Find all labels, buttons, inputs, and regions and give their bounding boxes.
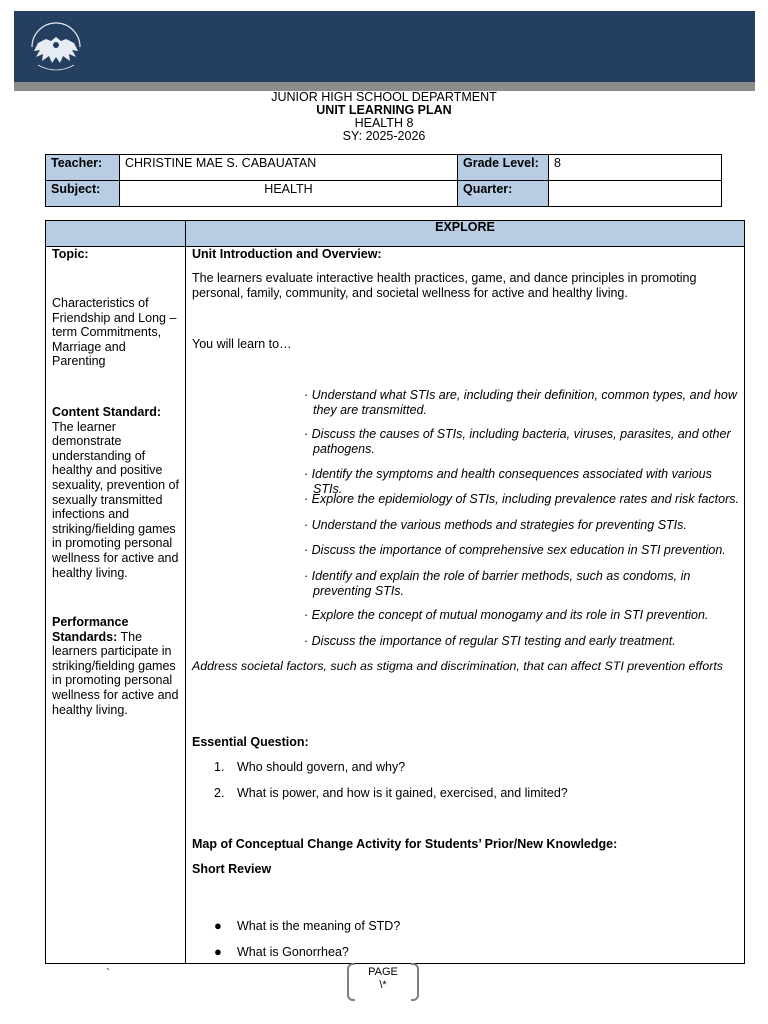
topic-label: Topic:	[52, 247, 89, 261]
item-text: Who should govern, and why?	[237, 760, 406, 774]
learn-bullet: ·	[304, 427, 309, 441]
content-standard	[52, 405, 180, 580]
learn-bullet: ·	[304, 608, 309, 622]
essential-question-item	[214, 786, 568, 801]
learn-item	[291, 569, 741, 598]
bullet-dot: ●	[214, 944, 222, 959]
essential-question-item	[214, 760, 405, 775]
learn-item-text: Discuss the importance of comprehensive sex education in STI prevention.	[311, 543, 726, 557]
learn-bullet: ·	[304, 467, 309, 481]
school-logo	[24, 17, 88, 77]
learn-bullet: ·	[304, 518, 309, 532]
page-number	[347, 966, 419, 992]
quarter-value	[549, 181, 722, 207]
learn-item	[291, 518, 741, 533]
performance-label-line1: Performance	[52, 615, 129, 629]
performance-standards	[52, 615, 180, 717]
stray-mark: `	[106, 966, 110, 980]
learn-item-text: Explore the concept of mutual monogamy and its role in STI prevention.	[311, 608, 709, 622]
grade-level-label: Grade Level:	[458, 155, 549, 181]
explore-header: EXPLORE	[435, 220, 495, 234]
subject-label: Subject:	[46, 181, 120, 207]
header-banner	[14, 11, 755, 82]
learn-item	[291, 608, 741, 623]
learn-item-text: Discuss the importance of regular STI testing and early treatment.	[311, 634, 676, 648]
learn-item-text: Explore the epidemiology of STIs, including prevalence rates and risk factors.	[311, 492, 739, 506]
quarter-label: Quarter:	[458, 181, 549, 207]
learn-item	[291, 543, 741, 558]
learn-item	[291, 492, 741, 507]
learn-item	[291, 634, 741, 649]
teacher-label: Teacher:	[46, 155, 120, 181]
learn-bullet: ·	[304, 492, 309, 506]
page-label: PAGE	[368, 966, 398, 978]
learn-bullet: ·	[304, 543, 309, 557]
item-text: What is Gonorrhea?	[237, 945, 349, 959]
item-number: 2.	[214, 786, 225, 800]
learn-item-text: Understand the various methods and strategies for preventing STIs.	[311, 518, 687, 532]
bullet-dot: ●	[214, 918, 222, 933]
learn-bullet: ·	[304, 634, 309, 648]
content-standard-text: The learner demonstrate understanding of healthy and positive sexuality, prevention of sexually transmitted infections and striking/fielding games in promoting personal wellness for active and healthy living.	[52, 419, 179, 580]
teacher-value: CHRISTINE MAE S. CABAUATAN	[120, 155, 458, 181]
page-value: \*	[379, 979, 387, 991]
performance-text: The learners participate in striking/fielding games in promoting personal wellness for active and healthy living.	[52, 629, 179, 717]
subject-value: HEALTH	[120, 181, 458, 207]
learn-item	[291, 388, 741, 417]
learn-item-text: Understand what STIs are, including their definition, common types, and how they are transmitted.	[311, 388, 737, 417]
page-number-box	[347, 963, 419, 999]
content-standard-label: Content Standard:	[52, 405, 162, 419]
learning-plan-table	[45, 220, 745, 964]
short-review-heading: Short Review	[192, 862, 272, 876]
topic-text: Characteristics of Friendship and Long – term Commitments, Marriage and Parenting	[52, 296, 177, 369]
performance-label-line2: Standards:	[52, 629, 118, 644]
subject-line: HEALTH 8	[354, 116, 414, 130]
intro-text: The learners evaluate interactive health practices, game, and dance principles in promoting personal, family, community, and societal wellness for active and healthy living.	[192, 271, 697, 300]
grade-level-value: 8	[549, 155, 722, 181]
plan-title: UNIT LEARNING PLAN	[316, 103, 452, 117]
learn-item	[291, 427, 741, 456]
item-number: 1.	[214, 760, 225, 774]
societal-factors-text: Address societal factors, such as stigma and discrimination, that can affect STI prevention efforts	[192, 659, 723, 673]
column-divider	[185, 221, 186, 963]
learn-item-text: Identify and explain the role of barrier methods, such as condoms, in preventing STIs.	[311, 569, 691, 598]
learn-item-text: Identify the symptoms and health consequences associated with various STIs.	[311, 467, 712, 496]
learn-bullet: ·	[304, 569, 309, 583]
essential-question-heading: Essential Question:	[192, 735, 309, 749]
review-item	[214, 919, 400, 934]
school-year: SY: 2025-2026	[342, 129, 426, 143]
item-text: What is power, and how is it gained, exercised, and limited?	[237, 786, 568, 800]
intro-heading: Unit Introduction and Overview:	[192, 247, 382, 261]
item-text: What is the meaning of STD?	[237, 919, 401, 933]
map-heading: Map of Conceptual Change Activity for Students’ Prior/New Knowledge:	[192, 837, 618, 851]
learn-bullet: ·	[304, 388, 309, 402]
document-header	[0, 91, 768, 143]
learn-item-text: Discuss the causes of STIs, including bacteria, viruses, parasites, and other pathogens.	[311, 427, 731, 456]
learn-lead: You will learn to…	[192, 337, 292, 351]
review-item	[214, 945, 349, 960]
department-line: JUNIOR HIGH SCHOOL DEPARTMENT	[271, 90, 497, 104]
info-table	[45, 154, 722, 207]
